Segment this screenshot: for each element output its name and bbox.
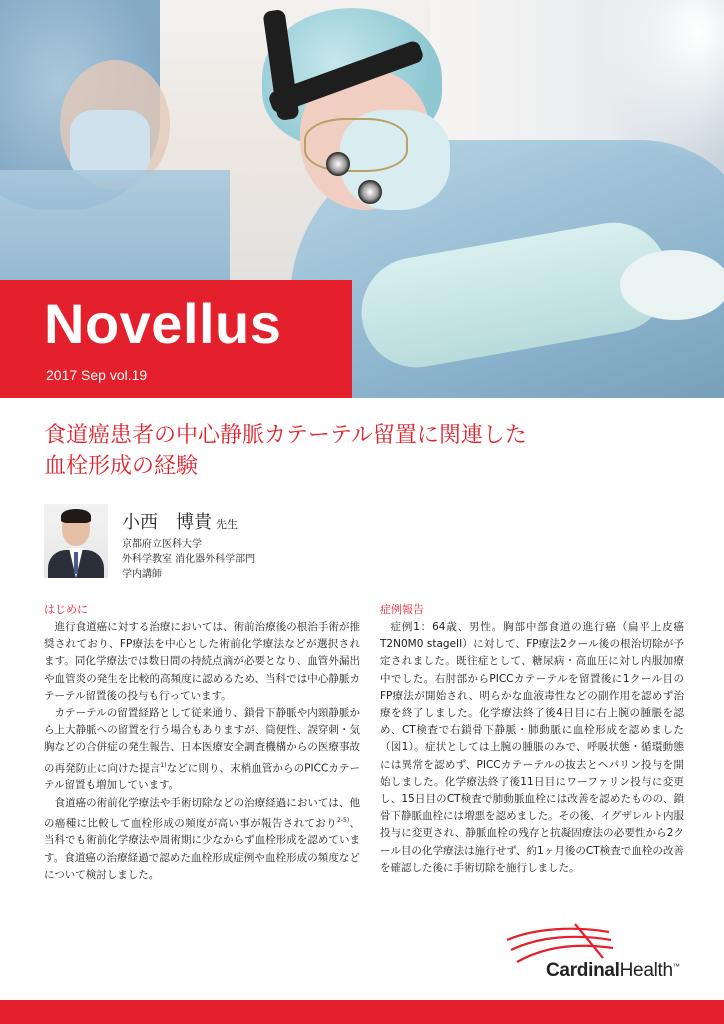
- issue-label: 2017 Sep vol.19: [46, 367, 148, 383]
- intro-paragraph-3: 食道癌の術前化学療法や手術切除などの治療経過においては、他の癌種に比較して血栓形成の頻度が高い事が報告されており$^{2-5)}$、当科でも術前化学療法や周術期に少なからず血栓形成を認めています。食道癌の治療経過で認めた血栓形成症例や血栓形成の頻度などについて検討しました。: [44, 796, 361, 881]
- article-title-line1: 食道癌患者の中心静脈カテーテル留置に関連した: [44, 423, 527, 448]
- intro-paragraph-2: カテーテルの留置経路として従来通り、鎖骨下静脈や内頸静脈から上大静脈への留置を行う場合もありますが、筒便性、誤穿刺・気胸などの合併症の発生報告、日本医療安全調査機構からの医療事故の再発防止に向けた提言$^{1)}$などに則り、末梢血管からのPICCカテーテル留置も増加しています。: [44, 707, 361, 792]
- author-honorific: 先生: [216, 518, 238, 531]
- affiliation-university: 京都府立医科大学: [122, 539, 202, 550]
- brand-box: [0, 280, 352, 398]
- reference-mark: 1): [160, 761, 167, 769]
- newsletter-title: Novellus: [44, 292, 282, 355]
- case-heading: 症例報告: [380, 603, 424, 616]
- intro-heading: はじめに: [44, 603, 88, 616]
- intro-paragraph-1: 進行食道癌に対する治療においては、術前治療後の根治手術が推奨されており、FP療法を中心とした術前化学療法などが選択されます。同化学療法では数日間の持続点滴が必要となり、血管外漏出や血管炎の発生を比較的高頻度に認めるため、当科では中心静脈カテーテル留置後の投与も行っています。: [44, 621, 360, 702]
- footer-bar: [0, 1000, 724, 1024]
- case-report-section: [380, 602, 684, 877]
- article-title-line2: 血栓形成の経験: [44, 454, 199, 479]
- author-affiliation: [122, 537, 255, 582]
- cardinal-health-logo: CardinalHealth™: [546, 960, 680, 981]
- case-paragraph: 症例1：64歳、男性。胸部中部食道の進行癌（扁平上皮癌T2N0M0 stageII）に対して、FP療法2クール後の根治切除が予定されました。既往症として、糖尿病・高血圧に対し内服加療中でした。右肘部からPICCカテーテルを留置後に1クール目のFP療法が開始され、明らかな血液毒性などの副作用を認めず治療を終了しました。化学療法終了後4日目に右上腕の腫脹を認め、CT検査で右鎖骨下静脈・肺動脈に血栓形成を認めました（図1）。症状としては上腕の腫脹のみで、呼吸状態・循環動態には異常を認めず、PICCカテーテルの抜去とヘパリン投与を開始しました。化学療法終了後11日目にワーファリン投与に変更し、15日目のCT検査で肺動脈血栓には改善を認めたものの、鎖骨下静脈血栓には増悪を認めました。その後、イグザレルト内服投与に変更され、静脈血栓の残存と抗凝固療法の必要性から2クール目の化学療法は施行せず、約1ヶ月後のCT検査で血栓の改善を確認した後に手術切除を施行しました。: [380, 621, 684, 874]
- affiliation-position: 学内講師: [122, 569, 162, 580]
- author-name: 小西 博貴 先生: [122, 512, 238, 533]
- reference-mark: 2-5): [337, 816, 350, 824]
- article-title: [44, 420, 684, 482]
- cardinal-health-swoosh-icon: [505, 918, 615, 966]
- intro-section: [44, 602, 360, 884]
- author-portrait: [44, 504, 108, 578]
- affiliation-department: 外科学教室 消化器外科学部門: [122, 554, 256, 565]
